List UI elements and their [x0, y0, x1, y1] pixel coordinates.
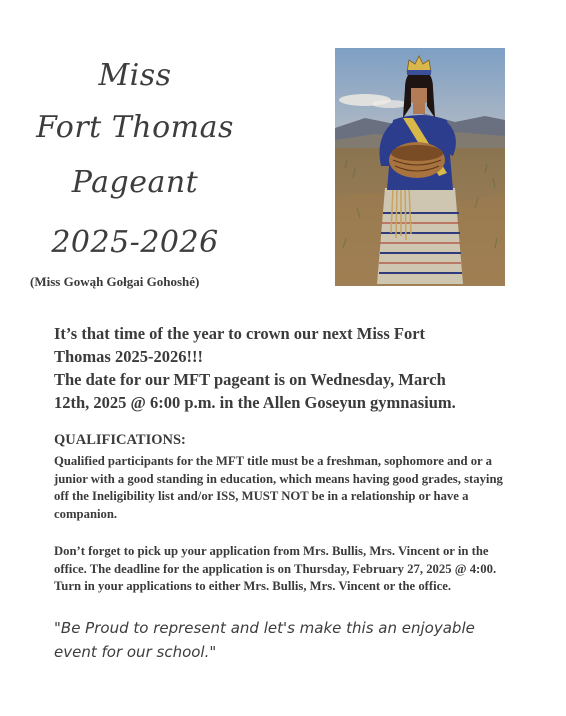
intro-announcement: [54, 322, 514, 414]
intro-line: Thomas 2025-2026!!!: [54, 347, 203, 366]
pageant-queen-photo: [335, 48, 505, 286]
intro-line: 12th, 2025 @ 6:00 p.m. in the Allen Goseyun gymnasium.: [54, 393, 456, 412]
subtitle-apache-name: (Miss Gowąh Gołgai Gohoshé): [30, 274, 200, 289]
closing-quote: "Be Proud to represent and let's make this an enjoyable event for our school.": [54, 619, 475, 661]
application-text: Don’t forget to pick up your application from Mrs. Bullis, Mrs. Vincent or in the office. The deadline for the application is on Thursday, February 27, 2025 @ 4:00. Turn in your applications to either Mrs. Bullis, Mrs. Vincent or the office.: [54, 544, 497, 593]
title-fort-thomas: Fort Thomas: [36, 110, 234, 145]
qualifications-text: Qualified participants for the MFT title must be a freshman, sophomore and or a junior with a good standing in education, which means having good grades, staying off the Ineligibility list and/or ISS, MUST NOT be in a relationship or have a companion.: [54, 454, 503, 521]
photo-illustration: [335, 48, 505, 286]
title-miss: Miss: [98, 58, 172, 93]
qualifications-heading: QUALIFICATIONS:: [54, 432, 186, 448]
intro-line: It’s that time of the year to crown our next Miss Fort: [54, 324, 426, 343]
intro-line: The date for our MFT pageant is on Wednesday, March: [54, 370, 446, 389]
title-pageant: Pageant: [71, 165, 199, 200]
title-year: 2025-2026: [51, 225, 219, 260]
